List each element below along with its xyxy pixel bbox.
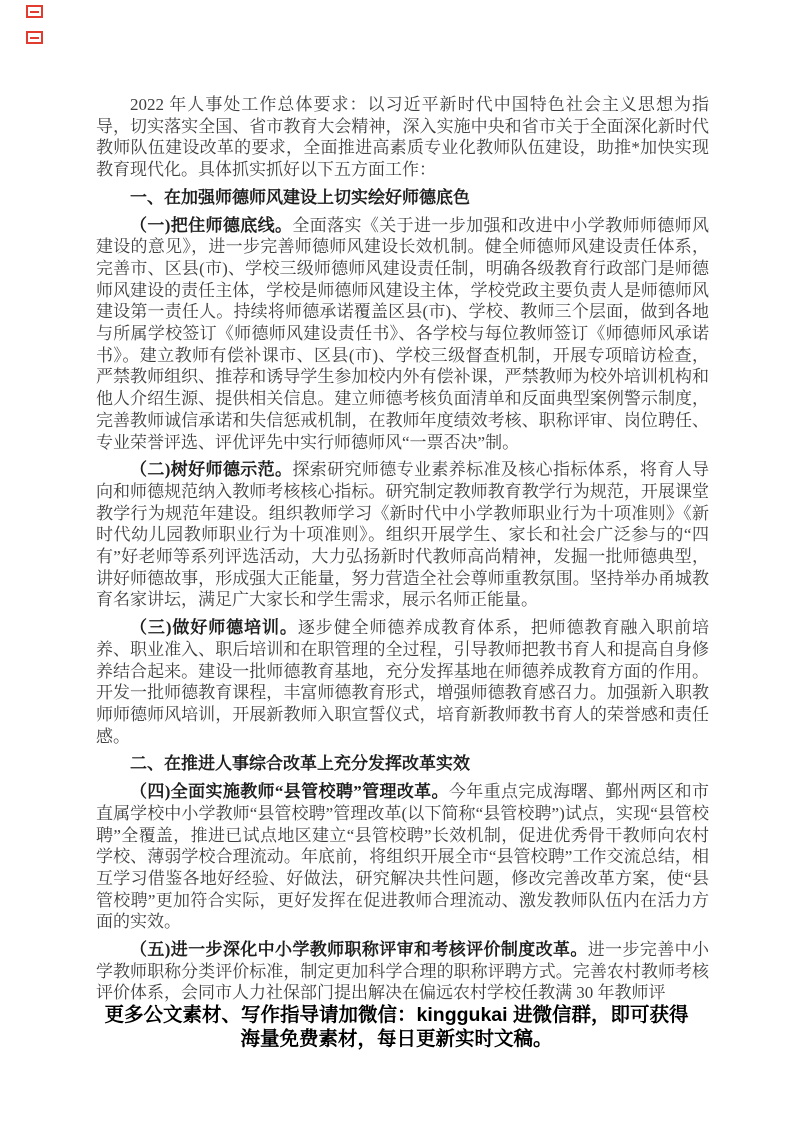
section-2-paragraph-2 [96, 939, 709, 1004]
paragraph-text: 全面落实《关于进一步加强和改进中小学教师师德师风建设的意见》，进一步完善师德师风建设长效机制。健全师德师风建设责任体系，完善市、区县(市)、学校三级师德师风建设责任制，明确各级教育行政部门是师德师风建设的责任主体，学校是师德师风建设主体，学校党政主要负责人是师德师风建设第一责任人。持续将师德承诺覆盖区县(市)、学校、教师三个层面，做到各地与所属学校签订《师德师风建设责任书》、各学校与每位教师签订《师德师风承诺书》。建立教师有偿补课市、区县(市)、学校三级督查机制，开展专项暗访检查，严禁教师组织、推荐和诱导学生参加校内外有偿补课，严禁教师为校外培训机构和他人介绍生源、提供相关信息。建立师德考核负面清单和反面典型案例警示制度，完善教师诚信承诺和失信惩戒机制，在教师年度绩效考核、职称评审、岗位聘任、专业荣誉评选、评优评先中实行师德师风“一票否决”制。 [96, 215, 709, 452]
section-2-paragraph-1 [96, 781, 709, 933]
promo-footer [0, 1004, 793, 1051]
section-1-heading: 一、在加强师德师风建设上切实绘好师德底色 [130, 187, 470, 207]
paragraph-text: 进一步完善中小学教师职称分类评价标准，制定更加科学合理的职称评聘方式。完善农村教师考核评价体系，会同市人力社保部门提出解决在偏远农村学校任教满 30 年教师评 [96, 940, 709, 1003]
section-1-paragraph-3 [96, 617, 709, 747]
paragraph-text: 逐步健全师德养成教育体系，把师德教育融入职前培养、职业准入、职后培训和在职管理的全过程，引导教师把教书育人和提高自身修养结合起来。建设一批师德教育基地，充分发挥基地在师德养成教育方面的作用。开发一批师德教育课程，丰富师德教育形式，增强师德教育感召力。加强新入职教师师德师风培训，开展新教师入职宣誓仪式，培育新教师教书育人的荣誉感和责任感。 [96, 618, 709, 746]
paragraph-lead: （五)进一步深化中小学教师职称评审和考核评价制度改革。 [130, 940, 588, 960]
document-body [96, 0, 709, 1010]
promo-footer-line-2: 海量免费素材，每日更新实时文稿。 [240, 1027, 553, 1050]
red-stamp-icon [26, 5, 43, 18]
paragraph-lead: （一)把住师德底线。 [130, 215, 293, 235]
paragraph-text: 今年重点完成海曙、鄞州两区和市直属学校中小学教师“县管校聘”管理改革(以下简称“县管校聘”)试点，实现“县管校聘”全覆盖，推进已试点地区建立“县管校聘”长效机制，促进优秀骨干教师向农村学校、薄弱学校合理流动。年底前，将组织开展全市“县管校聘”工作交流总结，相互学习借鉴各地好经验、好做法，研究解决共性问题，修改完善改革方案，使“县管校聘”更加符合实际，更好发挥在促进教师合理流动、激发教师队伍内在活力方面的实效。 [96, 782, 709, 932]
paragraph-lead: （三)做好师德培训。 [130, 618, 298, 638]
promo-footer-line-1: 更多公文素材、写作指导请加微信：kinggukai 进微信群，即可获得 [104, 1004, 689, 1026]
paragraph-text: 探索研究师德专业素养标准及核心指标体系，将育人导向和师德规范纳入教师考核核心指标。研究制定教师教育教学行为规范，开展课堂教学行为规范年建设。组织教师学习《新时代中小学教师职业行为十项准则》《新时代幼儿园教师职业行为十项准则》。组织开展学生、家长和社会广泛参与的“四有”好老师等系列评选活动，大力弘扬新时代教师高尚精神，发掘一批师德典型，讲好师德故事，形成强大正能量，努力营造全社会尊师重教氛围。坚持举办甬城教育名家讲坛，满足广大家长和学生需求，展示名师正能量。 [96, 460, 709, 610]
corner-marks [26, 5, 43, 44]
section-1-paragraph-2 [96, 459, 709, 611]
paragraph-lead: （四)全面实施教师“县管校聘”管理改革。 [130, 782, 449, 802]
section-2-heading: 二、在推进人事综合改革上充分发挥改革实效 [130, 754, 470, 774]
section-1-paragraph-1 [96, 215, 709, 454]
red-stamp-icon [26, 31, 43, 44]
intro-paragraph: 2022 年人事处工作总体要求：以习近平新时代中国特色社会主义思想为指导，切实落实全国、省市教育大会精神，深入实施中央和省市关于全面深化新时代教师队伍建设改革的要求，全面推进高素质专业化教师队伍建设，助推*加快实现教育现代化。具体抓实抓好以下五方面工作： [96, 95, 709, 180]
paragraph-lead: （二)树好师德示范。 [130, 460, 293, 480]
